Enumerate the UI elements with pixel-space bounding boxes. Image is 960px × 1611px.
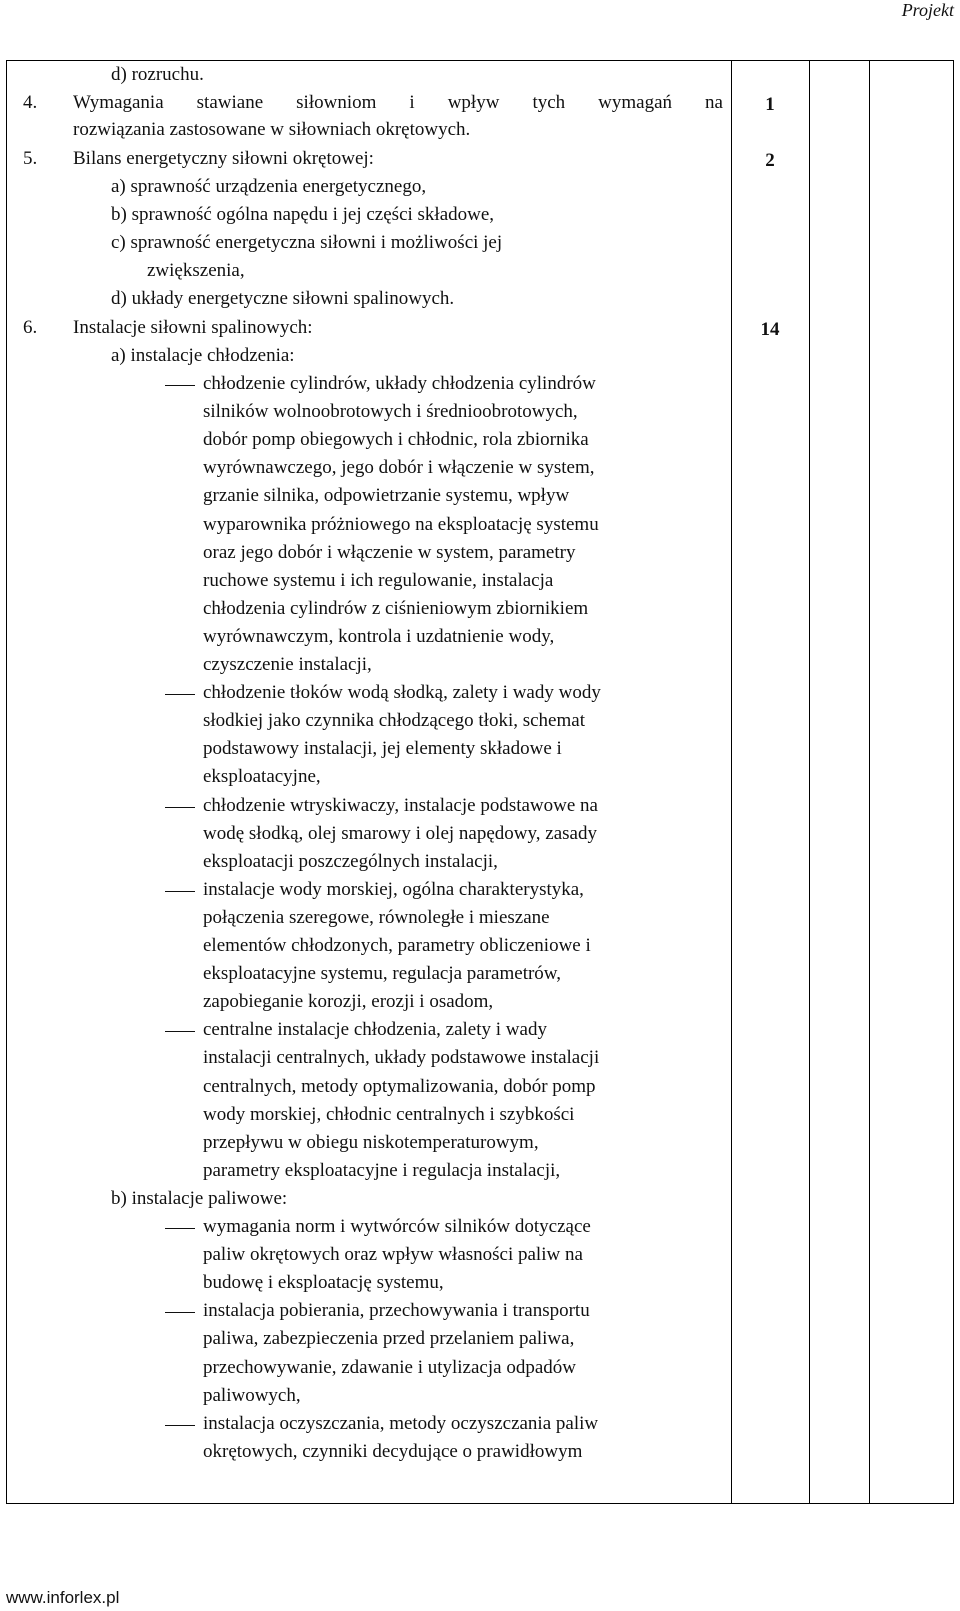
cooling-item-1-line-7: oraz jego dobór i włączenie w system, parametry [203, 541, 576, 563]
fuel-item-3-line-2: okrętowych, czynniki decydujące o prawidłowym [203, 1440, 583, 1462]
item-number-5: 5. [23, 148, 38, 169]
item-6-title: Instalacje siłowni spalinowych: [73, 317, 313, 338]
fuel-item-3-line-1: instalacja oczyszczania, metody oczyszczania paliw [203, 1412, 599, 1434]
column-divider [731, 61, 732, 1503]
item-5c-line1: c) sprawność energetyczna siłowni i możliwości jej [111, 232, 503, 253]
hours-item-5: 2 [765, 150, 775, 171]
cooling-item-5-line-1: centralne instalacje chłodzenia, zalety i wady [203, 1019, 547, 1041]
item-5b: b) sprawność ogólna napędu i jej części składowe, [111, 204, 495, 225]
cooling-item-3-line-2: wodę słodką, olej smarowy i olej napędowy, zasady [203, 822, 597, 844]
cooling-item-3-line-1: chłodzenie wtryskiwaczy, instalacje podstawowe na [203, 794, 598, 816]
fuel-item-1-line-3: budowę i eksploatację systemu, [203, 1272, 444, 1294]
fuel-item-2-line-1: instalacja pobierania, przechowywania i transportu [203, 1300, 590, 1322]
cooling-item-4-line-1: instalacje wody morskiej, ogólna charakterystyka, [203, 878, 584, 900]
cooling-item-5-line-3: centralnych, metody optymalizowania, dobór pomp [203, 1075, 596, 1097]
cooling-item-1-line-11: czyszczenie instalacji, [203, 654, 372, 675]
cooling-item-2-line-4: eksploatacyjne, [203, 766, 321, 788]
cooling-item-1-line-5: grzanie silnika, odpowietrzanie systemu, wpływ [203, 485, 570, 507]
item-number-4: 4. [23, 92, 38, 113]
hours-item-4: 1 [765, 94, 775, 115]
cooling-item-5-line-6: parametry eksploatacyjne i regulacja instalacji, [203, 1159, 561, 1181]
cooling-item-1-line-10: wyrównawczym, kontrola i uzdatnienie wody, [203, 625, 555, 647]
cooling-item-2-line-2: słodkiej jako czynnika chłodzącego tłoki, schemat [203, 710, 585, 732]
cooling-item-1-line-3: dobór pomp obiegowych i chłodnic, rola zbiornika [203, 429, 589, 451]
cooling-item-4-line-4: eksploatacyjne systemu, regulacja parametrów, [203, 963, 562, 985]
item-6b-label: b) instalacje paliwowe: [111, 1187, 288, 1209]
item-5c-line2: zwiększenia, [147, 260, 245, 281]
column-divider [809, 61, 810, 1503]
fuel-item-2-line-3: przechowywanie, zdawanie i utylizacja odpadów [203, 1356, 576, 1378]
item-number-6: 6. [23, 317, 38, 338]
cooling-item-5-line-5: przepływu w obiegu niskotemperaturowym, [203, 1131, 539, 1153]
document-header-label: Projekt [901, 0, 954, 20]
cooling-item-5-line-2: instalacji centralnych, układy podstawowe instalacji [203, 1047, 600, 1069]
cooling-item-5-line-4: wody morskiej, chłodnic centralnych i szybkości [203, 1103, 575, 1125]
fuel-item-2-line-4: paliwowych, [203, 1384, 301, 1406]
cooling-item-4-line-5: zapobieganie korozji, erozji i osadom, [203, 991, 494, 1013]
item-6a-label: a) instalacje chłodzenia: [111, 345, 295, 366]
item-5-title: Bilans energetyczny siłowni okrętowej: [73, 148, 374, 169]
cooling-item-1-line-4: wyrównawczego, jego dobór i włączenie w system, [203, 457, 595, 479]
cooling-item-1-line-2: silników wolnoobrotowych i średnioobrotowych, [203, 401, 578, 423]
cooling-item-1-line-6: wyparownika próżniowego na eksploatację systemu [203, 513, 599, 535]
item-4-text-line2: rozwiązania zastosowane w siłowniach okrętowych. [73, 119, 471, 140]
column-divider [869, 61, 870, 1503]
fuel-item-1-line-2: paliw okrętowych oraz wpływ własności paliw na [203, 1244, 583, 1266]
cooling-item-4-line-3: elementów chłodzonych, parametry obliczeniowe i [203, 935, 591, 956]
item-d-rozruchu: d) rozruchu. [111, 64, 204, 85]
cooling-item-1-line-9: chłodzenia cylindrów z ciśnieniowym zbiornikiem [203, 597, 589, 619]
cooling-item-2-line-3: podstawowy instalacji, jej elementy składowe i [203, 738, 562, 760]
curriculum-table [6, 60, 954, 1504]
cooling-item-4-line-2: połączenia szeregowe, równoległe i mieszane [203, 906, 550, 928]
item-5a: a) sprawność urządzenia energetycznego, [111, 176, 427, 197]
hours-item-6: 14 [760, 319, 780, 340]
cooling-item-3-line-3: eksploatacji poszczególnych instalacji, [203, 850, 498, 872]
cooling-item-1-line-1: chłodzenie cylindrów, układy chłodzenia cylindrów [203, 373, 596, 394]
fuel-item-2-line-2: paliwa, zabezpieczenia przed przelaniem paliwa, [203, 1328, 575, 1350]
cooling-item-2-line-1: chłodzenie tłoków wodą słodką, zalety i wady wody [203, 682, 601, 704]
item-4-text-line1: Wymagania stawiane siłowniom i wpływ tych wymagań na [73, 92, 723, 113]
fuel-item-1-line-1: wymagania norm i wytwórców silników dotyczące [203, 1216, 591, 1237]
footer-site: www.inforlex.pl [6, 1588, 120, 1607]
item-5d: d) układy energetyczne siłowni spalinowych. [111, 288, 455, 309]
cooling-item-1-line-8: ruchowe systemu i ich regulowanie, instalacja [203, 569, 554, 591]
